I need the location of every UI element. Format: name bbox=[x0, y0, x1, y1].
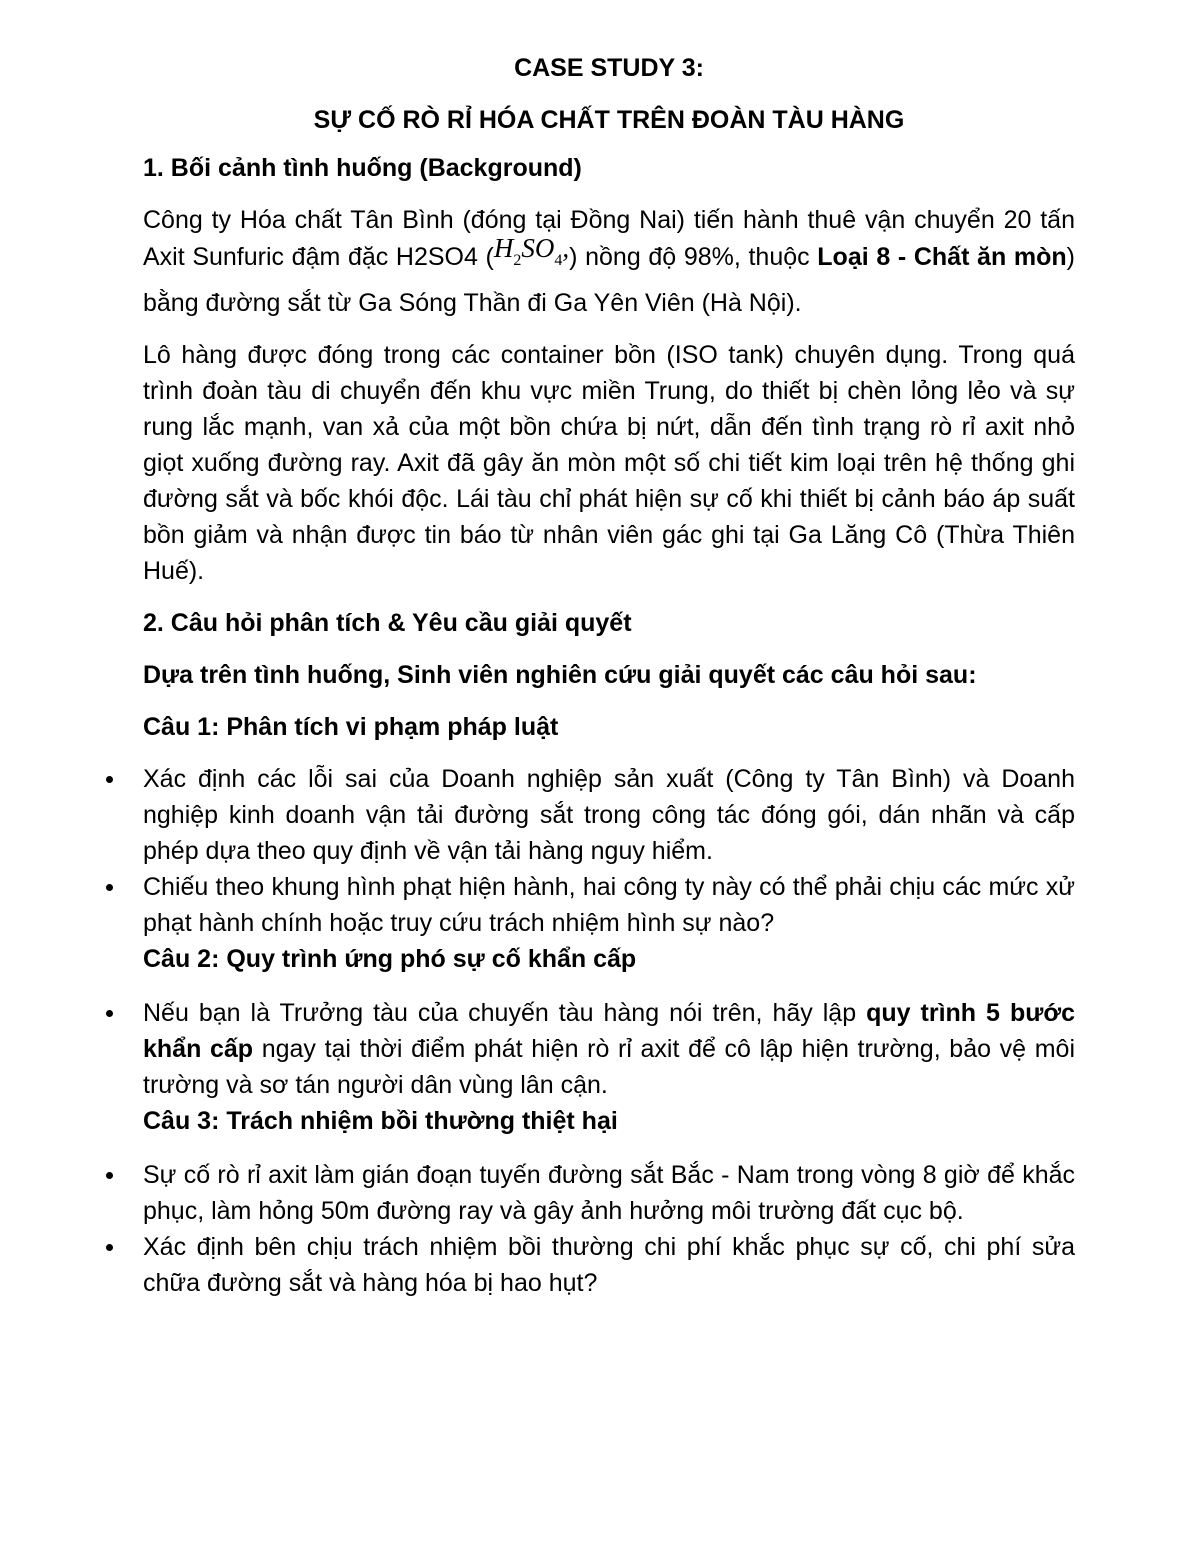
case-study-title: CASE STUDY 3: bbox=[514, 54, 704, 82]
section1-heading: 1. Bối cảnh tình huống (Background) bbox=[143, 154, 582, 182]
question2-bullets bbox=[143, 995, 1075, 1103]
list-item: Xác định bên chịu trách nhiệm bồi thường chi phí khắc phục sự cố, chi phí sửa chữa đường sắt và hàng hóa bị hao hụt? bbox=[143, 1229, 1075, 1301]
para1-bold-class: Loại 8 - Chất ăn mòn bbox=[817, 243, 1067, 271]
emergency-procedure-bold: quy trình 5 bước khẩn cấp bbox=[143, 999, 1075, 1064]
section1-paragraph1 bbox=[143, 202, 1075, 321]
bullet-icon bbox=[106, 1010, 113, 1017]
question3-heading: Câu 3: Trách nhiệm bồi thường thiệt hại bbox=[143, 1107, 618, 1136]
bullet-icon bbox=[106, 884, 113, 891]
list-item: Sự cố rò rỉ axit làm gián đoạn tuyến đường sắt Bắc - Nam trong vòng 8 giờ để khắc phục, làm hỏng 50m đường ray và gây ảnh hưởng môi trường đất cục bộ. bbox=[143, 1157, 1075, 1229]
question3-bullets bbox=[143, 1157, 1075, 1301]
list-item: Xác định các lỗi sai của Doanh nghiệp sản xuất (Công ty Tân Bình) và Doanh nghiệp kinh doanh vận tải đường sắt trong công tác đóng gói, dán nhãn và cấp phép dựa theo quy định về vận tải hàng nguy hiểm. bbox=[143, 761, 1075, 869]
document-content bbox=[143, 50, 1075, 1315]
section2-intro: Dựa trên tình huống, Sinh viên nghiên cứu giải quyết các câu hỏi sau: bbox=[143, 661, 977, 690]
para1-text-a: Công ty Hóa chất Tân Bình (đóng tại Đồng Nai) tiến hành thuê vận chuyển 20 tấn Axit Sunfuric đậm đặc H2SO4 ( bbox=[143, 206, 1075, 271]
section1-paragraph2: Lô hàng được đóng trong các container bồn (ISO tank) chuyên dụng. Trong quá trình đoàn tàu di chuyển đến khu vực miền Trung, do thiết bị chèn lỏng lẻo và sự rung lắc mạnh, van xả của một bồn chứa bị nứt, dẫn đến tình trạng rò rỉ axit nhỏ giọt xuống đường ray. Axit đã gây ăn mòn một số chi tiết kim loại trên hệ thống ghi đường sắt và bốc khói độc. Lái tàu chỉ phát hiện sự cố khi thiết bị cảnh báo áp suất bồn giảm và nhận được tin báo từ nhân viên gác ghi tại Ga Lăng Cô (Thừa Thiên Huế). bbox=[143, 341, 1075, 586]
para1-text-b: ) nồng độ 98%, thuộc bbox=[569, 243, 818, 271]
bullet-icon bbox=[106, 1172, 113, 1179]
bullet-icon bbox=[106, 1244, 113, 1251]
question1-bullets bbox=[143, 761, 1075, 941]
case-study-subtitle: SỰ CỐ RÒ RỈ HÓA CHẤT TRÊN ĐOÀN TÀU HÀNG bbox=[313, 106, 905, 134]
list-item: Chiếu theo khung hình phạt hiện hành, hai công ty này có thể phải chịu các mức xử phạt hành chính hoặc truy cứu trách nhiệm hình sự nào? bbox=[143, 869, 1075, 941]
bullet-icon bbox=[106, 776, 113, 783]
list-item: Nếu bạn là Trưởng tàu của chuyến tàu hàng nói trên, hãy lập quy trình 5 bước khẩn cấp ngay tại thời điểm phát hiện rò rỉ axit để cô lập hiện trường, bảo vệ môi trường và sơ tán người dân vùng lân cận. bbox=[143, 995, 1075, 1103]
question2-heading: Câu 2: Quy trình ứng phó sự cố khẩn cấp bbox=[143, 945, 637, 974]
question1-heading: Câu 1: Phân tích vi phạm pháp luật bbox=[143, 713, 559, 742]
section2-heading: 2. Câu hỏi phân tích & Yêu cầu giải quyết bbox=[143, 609, 632, 638]
h2so4-formula: $H_2SO_4$, bbox=[493, 233, 570, 270]
para1-text-c: ) bằng đường sắt từ Ga Sóng Thần đi Ga Yên Viên (Hà Nội). bbox=[143, 243, 1075, 318]
